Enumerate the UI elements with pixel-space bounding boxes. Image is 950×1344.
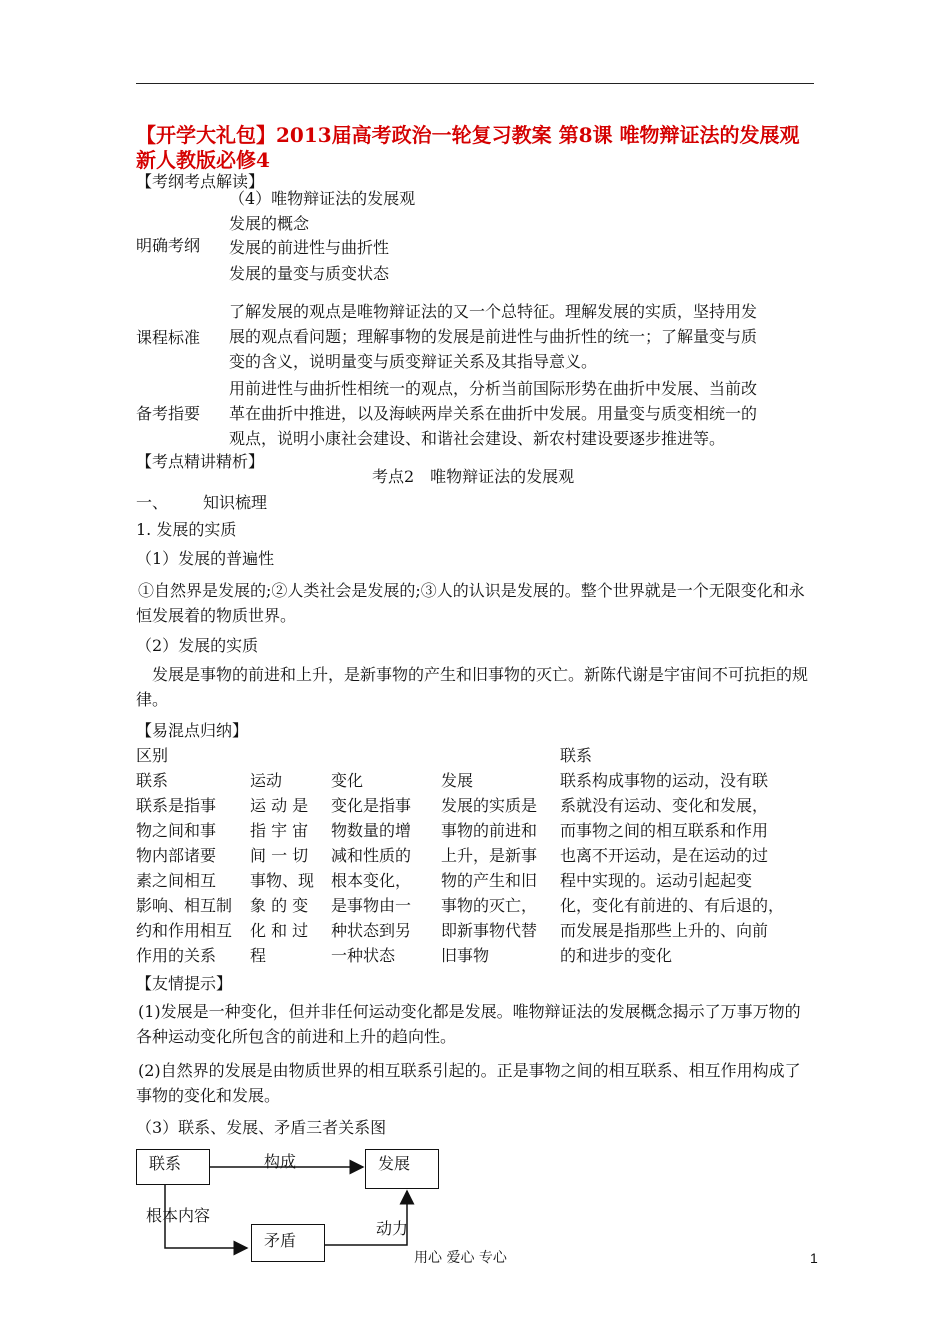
table-cell-line: 间 一 切	[250, 846, 309, 865]
tip-3: （3）联系、发展、矛盾三者关系图	[136, 1118, 387, 1137]
table-cell-line: 指 宇 宙	[250, 821, 309, 840]
footer-text: 用心 爱心 专心	[414, 1250, 507, 1266]
table-cell-line: 根本变化，	[331, 871, 412, 890]
table-head-lianxi: 联系	[560, 746, 593, 765]
heading-1-2: （2）发展的实质	[136, 636, 259, 655]
table-cell-line: 的和进步的变化	[560, 946, 673, 965]
page-number: 1	[810, 1250, 818, 1266]
table-cell-line: 系就没有运动、变化和发展，	[560, 796, 769, 815]
outline-line: 变的含义，说明量变与质变辩证关系及其指导意义。	[229, 352, 598, 371]
table-cell-line: 事物、现	[250, 871, 315, 890]
diagram-node-lianxi: 联系	[136, 1149, 210, 1185]
heading-1-1: （1）发展的普遍性	[136, 549, 275, 568]
diagram-node-fazhan: 发展	[365, 1149, 439, 1189]
table-cell-line: 物内部诸要	[136, 846, 217, 865]
table-cell-line: 作用的关系	[136, 946, 217, 965]
diagram-label-goucheng: 构成	[264, 1152, 297, 1171]
section-heading-yihun: 【易混点归纳】	[136, 721, 249, 740]
tip-2: (2)自然界的发展是由物质世界的相互联系引起的。正是事物之间的相互联系、相互作用构成了事物的变化和发展。	[136, 1061, 801, 1105]
table-cell-line: 物的产生和旧	[441, 871, 538, 890]
table-cell-line: 是事物由一	[331, 896, 412, 915]
table-col-header: 联系	[136, 771, 169, 790]
table-col-header: 联系构成事物的运动，没有联	[560, 771, 769, 790]
table-cell-line: 程中实现的。运动引起起变	[560, 871, 753, 890]
outline-line: 用前进性与曲折性相统一的观点，分析当前国际形势在曲折中发展、当前改	[229, 379, 758, 398]
table-cell-line: 而事物之间的相互联系和作用	[560, 821, 769, 840]
section-heading-youqing: 【友情提示】	[136, 974, 233, 993]
outline-line: （4）唯物辩证法的发展观	[229, 189, 416, 208]
outline-label-kecheng: 课程标准	[136, 328, 201, 347]
table-cell-line: 种状态到另	[331, 921, 412, 940]
table-cell-line: 即新事物代替	[441, 921, 538, 940]
table-cell-line: 联系是指事	[136, 796, 217, 815]
table-cell-line: 化 和 过	[250, 921, 309, 940]
paragraph-shizhi: 发展是事物的前进和上升，是新事物的产生和旧事物的灭亡。新陈代谢是宇宙间不可抗拒的规律。	[136, 665, 809, 709]
outline-line: 了解发展的观点是唯物辩证法的又一个总特征。理解发展的实质，坚持用发	[229, 302, 758, 321]
kaodian-title: 考点2 唯物辩证法的发展观	[372, 467, 575, 486]
table-cell-line: 事物的灭亡，	[441, 896, 538, 915]
table-head-qubie: 区别	[136, 746, 169, 765]
diagram-label-genben: 根本内容	[146, 1206, 211, 1225]
table-col-header: 运动	[250, 771, 283, 790]
outline-line: 发展的概念	[229, 214, 310, 233]
outline-line: 发展的量变与质变状态	[229, 264, 390, 283]
outline-line: 观点，说明小康社会建设、和谐社会建设、新农村建设要逐步推进等。	[229, 429, 726, 448]
diagram-label-dongli: 动力	[376, 1219, 409, 1238]
table-cell-line: 素之间相互	[136, 871, 217, 890]
table-cell-line: 发展的实质是	[441, 796, 538, 815]
heading-1: 1. 发展的实质	[136, 520, 237, 539]
table-cell-line: 运 动 是	[250, 796, 309, 815]
table-col-header: 变化	[331, 771, 364, 790]
table-cell-line: 程	[250, 946, 267, 965]
table-cell-line: 象 的 变	[250, 896, 309, 915]
outline-line: 展的观点看问题；理解事物的发展是前进性与曲折性的统一；了解量变与质	[229, 327, 758, 346]
tip-1: (1)发展是一种变化，但并非任何运动变化都是发展。唯物辩证法的发展概念揭示了万事万物的各种运动变化所包含的前进和上升的趋向性。	[136, 1002, 801, 1046]
paragraph-puyianxing: ①自然界是发展的;②人类社会是发展的;③人的认识是发展的。整个世界就是一个无限变化和永恒发展着的物质世界。	[136, 581, 805, 625]
table-cell-line: 减和性质的	[331, 846, 412, 865]
section-heading-kaogang: 【考纲考点解读】	[136, 172, 265, 191]
table-cell-line: 事物的前进和	[441, 821, 538, 840]
outline-line: 革在曲折中推进，以及海峡两岸关系在曲折中发展。用量变与质变相统一的	[229, 404, 758, 423]
table-cell-line: 影响、相互制	[136, 896, 233, 915]
table-cell-line: 旧事物	[441, 946, 490, 965]
document-title: 【开学大礼包】2013届高考政治一轮复习教案 第8课 唯物辩证法的发展观 新人教版必修4	[136, 123, 800, 172]
outline-label-mingque: 明确考纲	[136, 236, 201, 255]
outline-line: 发展的前进性与曲折性	[229, 238, 390, 257]
table-col-header: 发展	[441, 771, 474, 790]
heading-number: 一、	[136, 493, 169, 512]
table-cell-line: 约和作用相互	[136, 921, 233, 940]
table-cell-line: 变化是指事	[331, 796, 412, 815]
table-cell-line: 化，变化有前进的、有后退的，	[560, 896, 785, 915]
table-cell-line: 也离不开运动，是在运动的过	[560, 846, 769, 865]
heading-zhishi: 知识梳理	[203, 493, 268, 512]
diagram-node-maodun: 矛盾	[251, 1224, 325, 1262]
outline-label-beikao: 备考指要	[136, 404, 201, 423]
table-cell-line: 物之间和事	[136, 821, 217, 840]
table-cell-line: 而发展是指那些上升的、向前	[560, 921, 769, 940]
table-cell-line: 物数量的增	[331, 821, 412, 840]
table-cell-line: 上升，是新事	[441, 846, 538, 865]
table-cell-line: 一种状态	[331, 946, 396, 965]
section-heading-jingxi: 【考点精讲精析】	[136, 452, 265, 471]
